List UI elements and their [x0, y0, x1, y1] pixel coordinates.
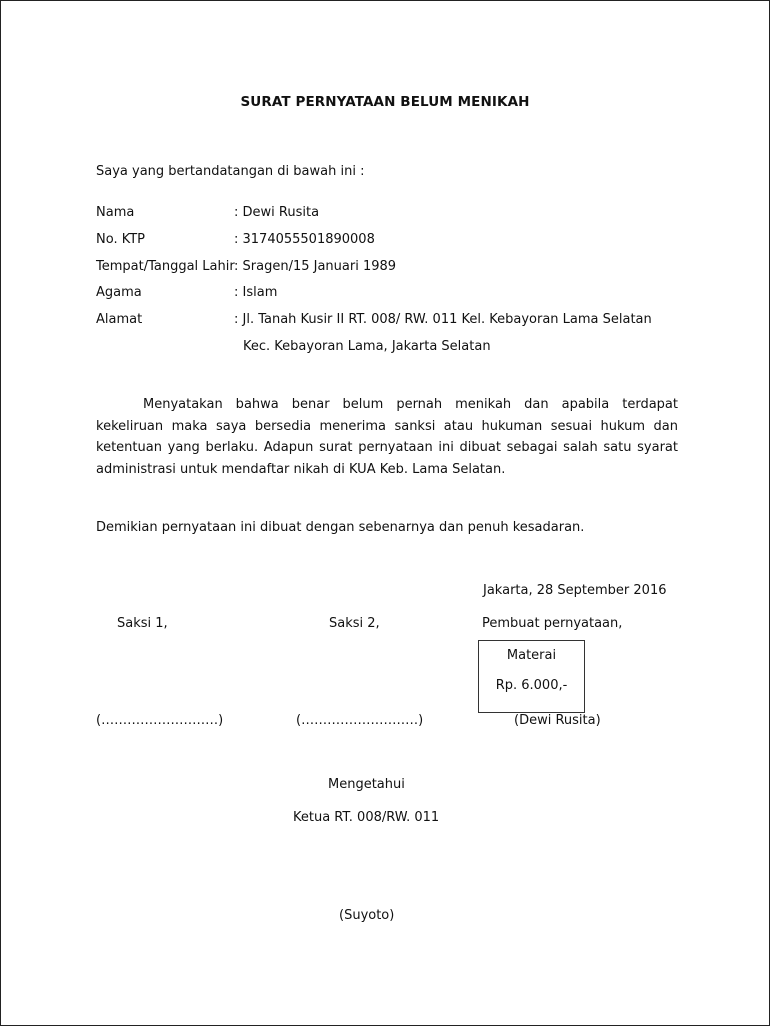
field-value-ttl: : Sragen/15 Januari 1989 — [234, 259, 397, 274]
document-title: SURAT PERNYATAAN BELUM MENIKAH — [240, 94, 530, 110]
field-value-alamat: : Jl. Tanah Kusir II RT. 008/ RW. 011 Kel. Kebayoran Lama Selatan — [234, 312, 652, 327]
field-label-alamat: Alamat — [96, 312, 143, 327]
acknowledgement-label: Mengetahui — [328, 777, 405, 792]
field-value-nama: : Dewi Rusita — [234, 205, 320, 220]
field-label-agama: Agama — [96, 285, 142, 300]
field-value-agama: : Islam — [234, 285, 278, 300]
witness1-label: Saksi 1, — [117, 616, 168, 631]
witness1-name: (………………………) — [96, 713, 224, 728]
acknowledgement-position: Ketua RT. 008/RW. 011 — [293, 810, 440, 825]
address-continuation: Kec. Kebayoran Lama, Jakarta Selatan — [243, 339, 491, 354]
witness2-name: (………………………) — [296, 713, 424, 728]
acknowledgement-name: (Suyoto) — [339, 908, 395, 923]
place-date: Jakarta, 28 September 2016 — [483, 583, 667, 598]
closing-text: Demikian pernyataan ini dibuat dengan sebenarnya dan penuh kesadaran. — [96, 520, 585, 535]
witness2-label: Saksi 2, — [329, 616, 380, 631]
field-value-ktp: : 3174055501890008 — [234, 232, 375, 247]
stamp-label: Materai — [506, 648, 557, 663]
field-label-ttl: Tempat/Tanggal Lahir — [96, 259, 235, 274]
statement-paragraph: Menyatakan bahwa benar belum pernah menikah dan apabila terdapat kekeliruan maka saya bersedia menerima sanksi atau hukuman sesuai hukum dan ketentuan yang berlaku. Adapun surat pernyataan ini dibuat sebagai salah satu syarat administrasi untuk mendaftar nikah di KUA Keb. Lama Selatan. — [96, 397, 678, 477]
field-label-ktp: No. KTP — [96, 232, 146, 247]
maker-name: (Dewi Rusita) — [514, 713, 601, 728]
intro-text: Saya yang bertandatangan di bawah ini : — [96, 164, 365, 179]
field-label-nama: Nama — [96, 205, 135, 220]
maker-label: Pembuat pernyataan, — [482, 616, 623, 631]
stamp-amount: Rp. 6.000,- — [495, 678, 568, 693]
